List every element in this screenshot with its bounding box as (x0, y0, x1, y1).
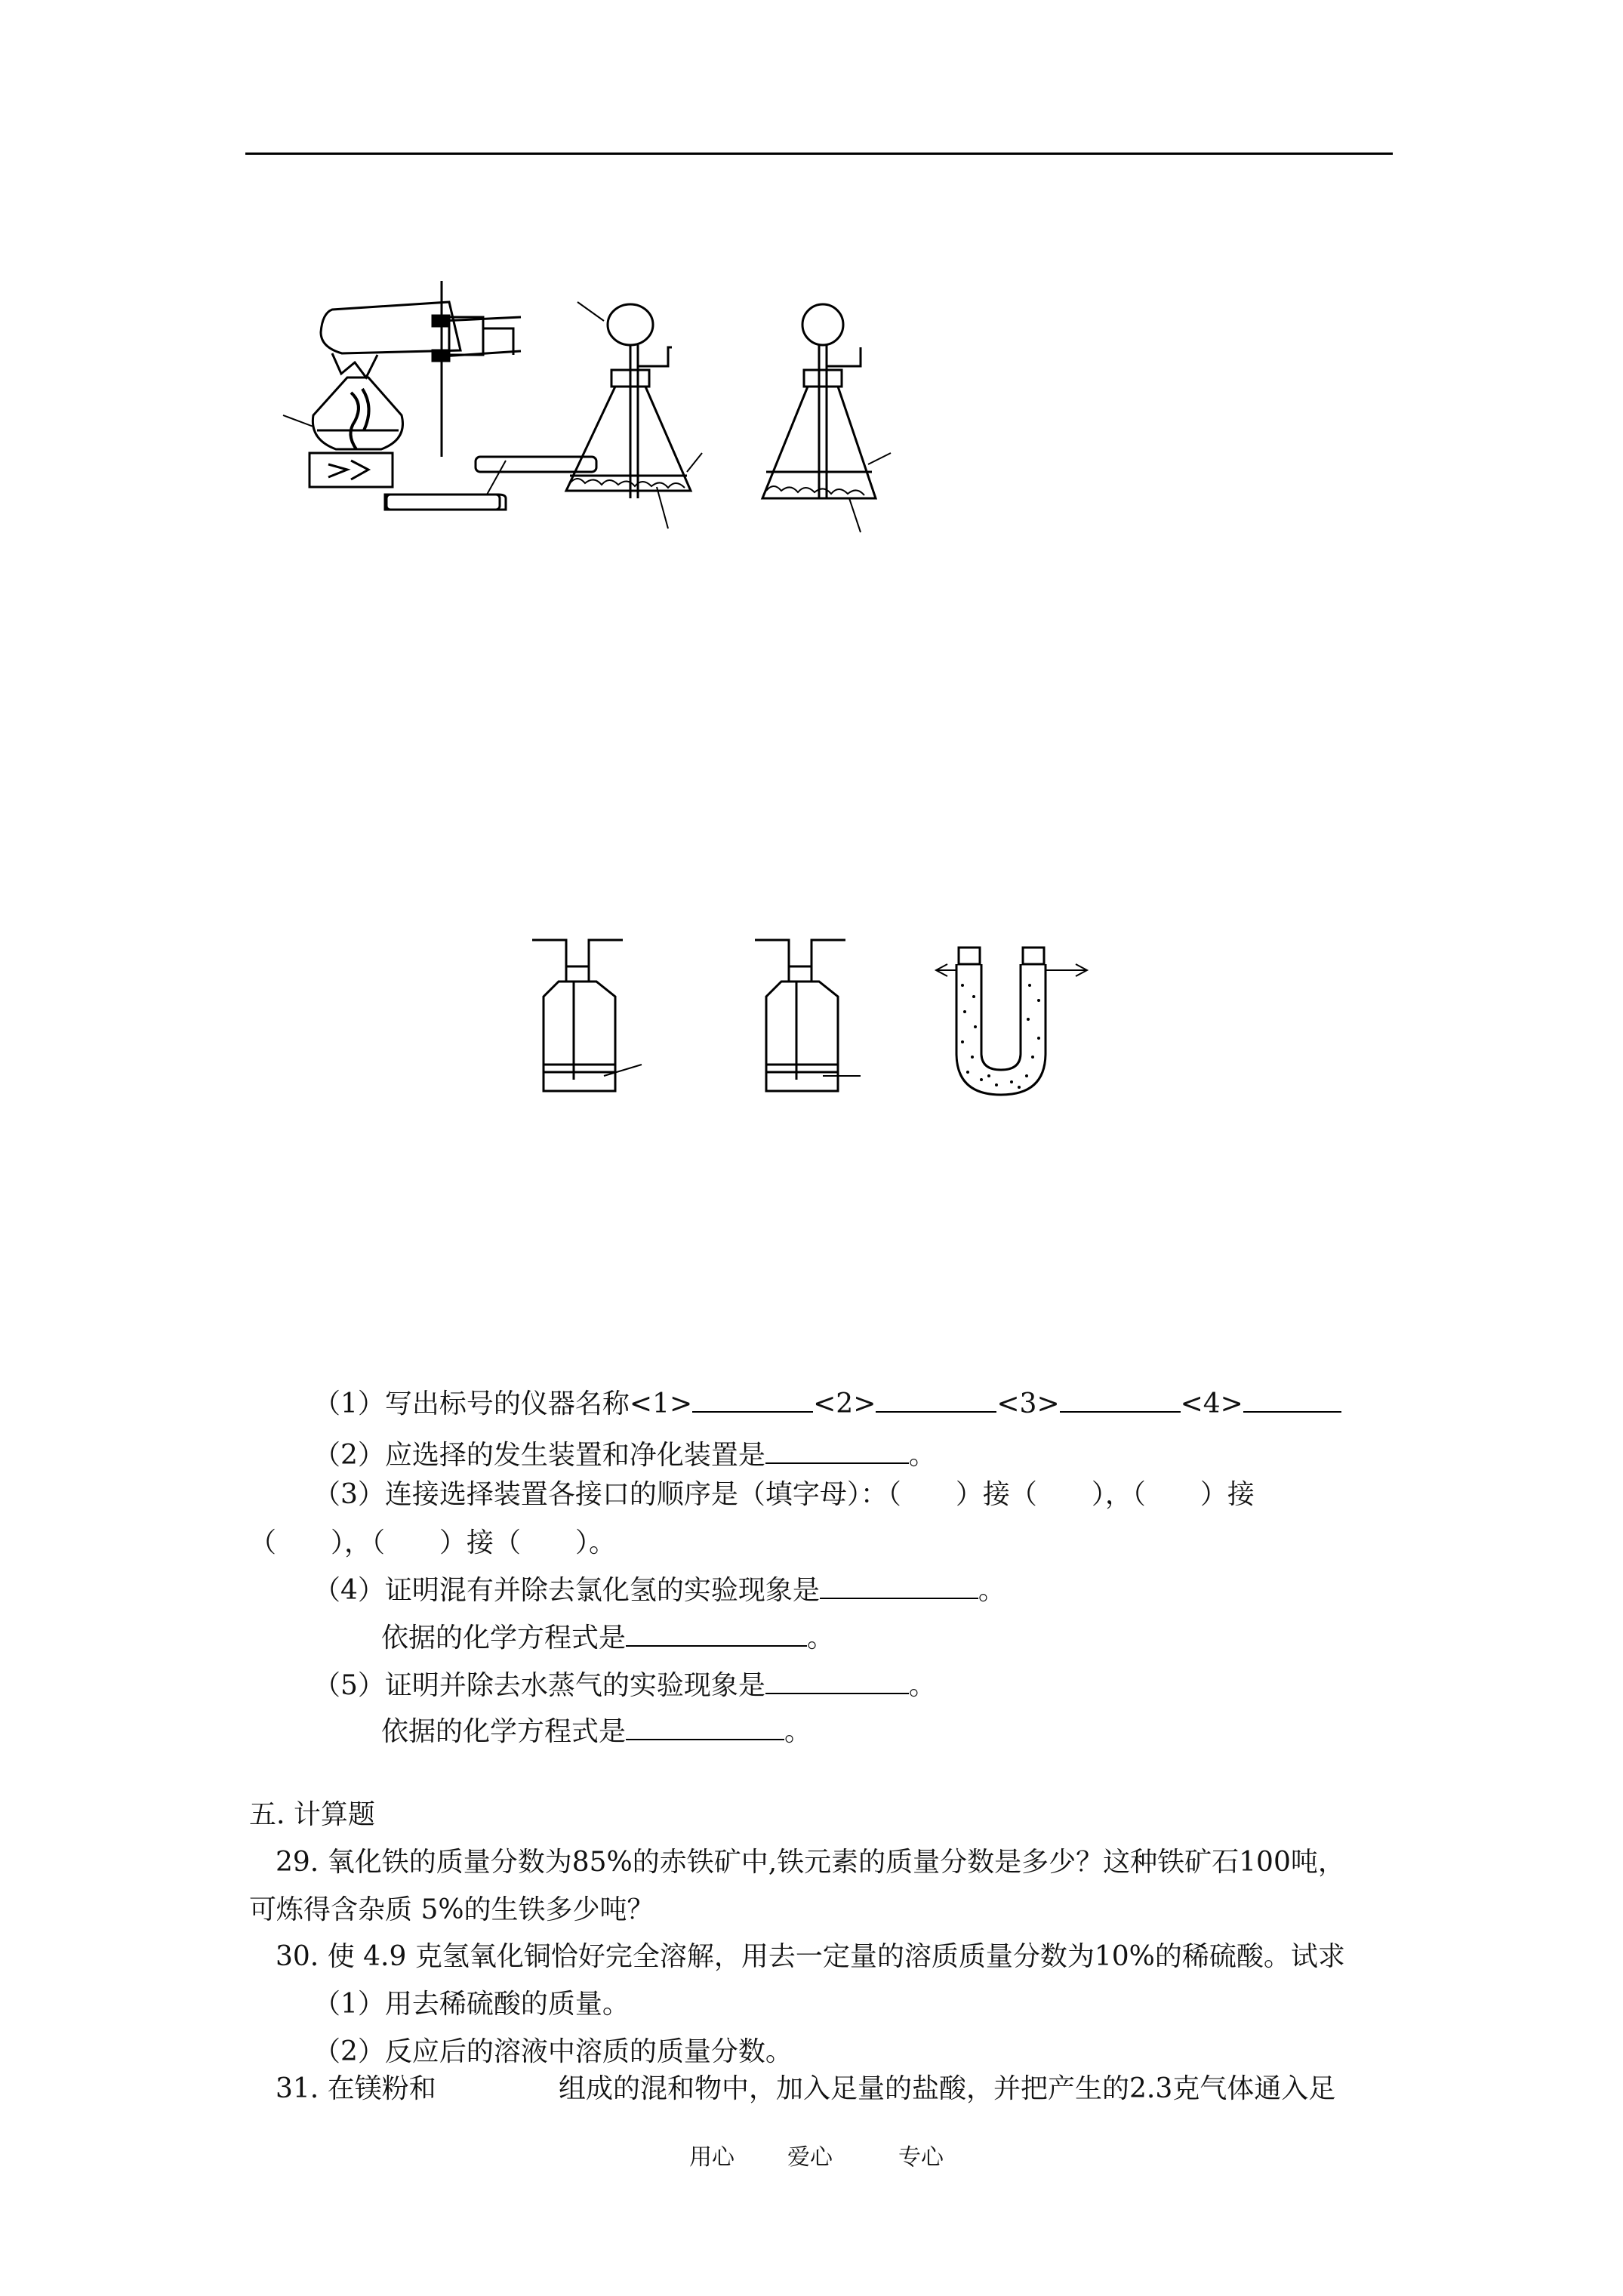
q29-text-2: 可炼得含杂质 5%的生铁多少吨？ (249, 1894, 654, 1925)
q31-text-start: 31. 在镁粉和 (276, 2073, 436, 2104)
q2-end: 。 (908, 1440, 936, 1471)
q1-label-2: <2> (813, 1388, 876, 1419)
q31-text-rest: 组成的混和物中，加入足量的盐酸，并把产生的2.3克气体通入足 (559, 2073, 1336, 2104)
q5-end-2: 。 (784, 1716, 812, 1747)
q29-text-1: 29. 氧化铁的质量分数为85%的赤铁矿中,铁元素的质量分数是多少？这种铁矿石100吨， (276, 1847, 1345, 1878)
section-5-title (249, 1798, 375, 1832)
question-4-line-1 (313, 1574, 1006, 1607)
q1-text: （1）写出标号的仪器名称 (313, 1388, 630, 1419)
question-2 (313, 1439, 936, 1472)
question-30-sub-1 (313, 1988, 630, 2021)
q5-text-1: （5）证明并除去水蒸气的实验现象是 (313, 1670, 765, 1701)
footer-word-2-text: 爱心 (787, 2144, 833, 2171)
heating-apparatus (283, 281, 596, 510)
q5-text-2: 依据的化学方程式是 (381, 1716, 627, 1747)
question-29-line-2 (249, 1894, 654, 1927)
apparatus-figure-top (279, 272, 989, 544)
header-rule (245, 153, 1393, 155)
q4-end-1: 。 (978, 1575, 1006, 1606)
q1-blank-3[interactable] (1060, 1388, 1181, 1413)
q2-blank[interactable] (765, 1440, 909, 1464)
question-31-rest (559, 2073, 1335, 2106)
q1-label-4: <4> (1180, 1388, 1243, 1419)
q1-blank-2[interactable] (876, 1388, 996, 1413)
q5-blank-1[interactable] (765, 1670, 909, 1694)
question-5-line-2 (381, 1715, 812, 1749)
apparatus-figure-bottom (528, 925, 1117, 1106)
q4-text-1: （4）证明混有并除去氯化氢的实验现象是 (313, 1575, 820, 1606)
q3-text-1: （3）连接选择装置各接口的顺序是（填字母）：（ ）接（ ），（ ）接 (313, 1479, 1255, 1510)
q30-sub-1-text: （1）用去稀硫酸的质量。 (313, 1989, 630, 2020)
footer-word-2 (787, 2144, 833, 2171)
question-1 (313, 1388, 1341, 1421)
question-30-sub-2 (313, 2036, 793, 2069)
footer-word-1-text: 用心 (689, 2144, 735, 2171)
question-31-start (276, 2073, 436, 2106)
erlenmeyer-apparatus-2 (762, 304, 891, 532)
section-5-title-text: 五. 计算题 (249, 1799, 375, 1830)
gas-washing-bottle-2 (755, 940, 861, 1091)
erlenmeyer-apparatus-1 (566, 302, 702, 529)
u-tube-dots (961, 984, 1040, 1089)
question-4-line-2 (381, 1622, 834, 1655)
q1-blank-1[interactable] (692, 1388, 813, 1413)
footer-word-3-text: 专心 (898, 2144, 944, 2171)
q5-blank-2[interactable] (626, 1716, 784, 1740)
footer-word-3 (898, 2144, 944, 2171)
q1-label-3: <3> (996, 1388, 1060, 1419)
footer-word-1 (689, 2144, 735, 2171)
q4-text-2: 依据的化学方程式是 (381, 1623, 627, 1653)
q2-text: （2）应选择的发生装置和净化装置是 (313, 1440, 765, 1471)
q4-end-2: 。 (807, 1623, 835, 1653)
q4-blank-1[interactable] (820, 1575, 978, 1599)
question-3-line-2 (249, 1527, 616, 1560)
q30-text-1: 30. 使 4.9 克氢氧化铜恰好完全溶解，用去一定量的溶质质量分数为10%的稀硫酸。试求 (276, 1941, 1345, 1972)
q1-blank-4[interactable] (1243, 1388, 1341, 1413)
question-29-line-1 (276, 1846, 1345, 1879)
q4-blank-2[interactable] (626, 1623, 807, 1647)
q1-label-1: <1> (629, 1388, 693, 1419)
q30-sub-2-text: （2）反应后的溶液中溶质的质量分数。 (313, 2036, 793, 2067)
question-5-line-1 (313, 1669, 936, 1703)
u-tube-drying (936, 948, 1087, 1095)
q5-end-1: 。 (908, 1670, 936, 1701)
question-30-line-1 (276, 1940, 1345, 1974)
gas-washing-bottle-1 (532, 940, 642, 1091)
q3-text-2: （ ），（ ）接（ ）。 (249, 1527, 617, 1558)
question-3-line-1 (313, 1478, 1255, 1512)
